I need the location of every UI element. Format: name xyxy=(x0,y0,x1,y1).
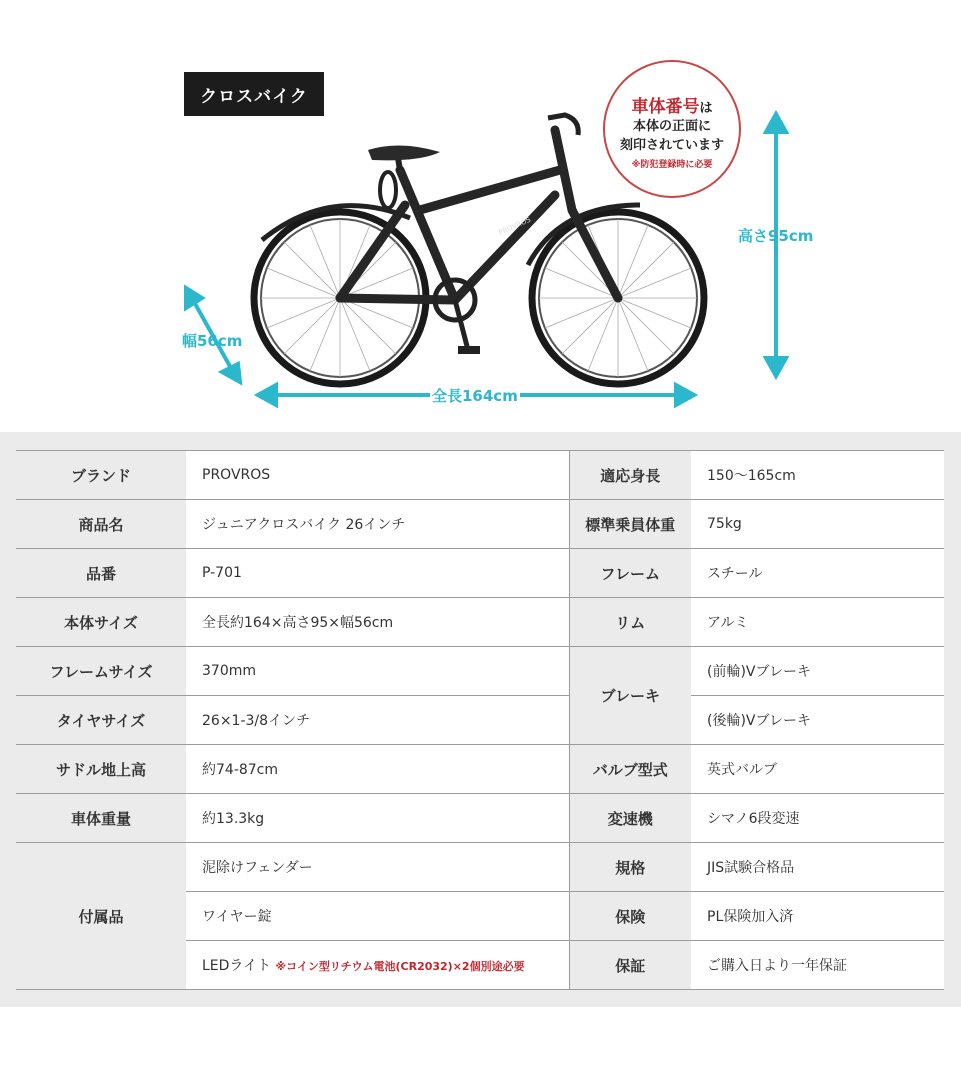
spec-label: 変速機 xyxy=(569,794,691,843)
led-light-label: LEDライト xyxy=(202,958,272,974)
spec-label: 本体サイズ xyxy=(16,598,186,647)
spec-value: (後輪)Vブレーキ xyxy=(691,696,944,745)
spec-label: ブレーキ xyxy=(569,647,691,745)
spec-label: 規格 xyxy=(569,843,691,892)
bicycle-image xyxy=(0,0,961,432)
spec-value: PL保険加入済 xyxy=(691,892,944,941)
spec-label: 標準乗員体重 xyxy=(569,500,691,549)
battery-note: ※コイン型リチウム電池(CR2032)×2個別途必要 xyxy=(275,960,525,973)
spec-label: フレーム xyxy=(569,549,691,598)
spec-label: タイヤサイズ xyxy=(16,696,186,745)
callout-title: 車体番号 xyxy=(631,97,700,117)
height-dimension-label: 高さ95cm xyxy=(738,227,814,245)
spec-label: 車体重量 xyxy=(16,794,186,843)
width-dimension-label: 幅56cm xyxy=(182,332,243,350)
spec-label: 適応身長 xyxy=(569,451,691,500)
spec-value: ワイヤー錠 xyxy=(186,892,569,941)
spec-label: フレームサイズ xyxy=(16,647,186,696)
table-row xyxy=(16,647,944,696)
spec-table xyxy=(16,450,944,990)
spec-value: 約13.3kg xyxy=(186,794,569,843)
spec-value: 75kg xyxy=(691,500,944,549)
spec-value: シマノ6段変速 xyxy=(691,794,944,843)
spec-label: 商品名 xyxy=(16,500,186,549)
callout-line2: 本体の正面に xyxy=(632,119,711,134)
spec-value: 26×1-3/8インチ xyxy=(186,696,569,745)
spec-label: ブランド xyxy=(16,451,186,500)
table-row xyxy=(16,696,944,745)
frame-logo: PROVROS xyxy=(497,215,532,237)
length-dimension-label: 全長164cm xyxy=(432,387,518,405)
bottom-margin xyxy=(0,1007,961,1080)
spec-value: 泥除けフェンダー xyxy=(186,843,569,892)
spec-value: 150〜165cm xyxy=(691,451,944,500)
spec-label: 保険 xyxy=(569,892,691,941)
product-illustration xyxy=(0,0,961,432)
spec-label: 品番 xyxy=(16,549,186,598)
table-row xyxy=(16,794,944,843)
spec-value: 370mm xyxy=(186,647,569,696)
spec-value: スチール xyxy=(691,549,944,598)
table-row xyxy=(16,745,944,794)
spec-value: 英式バルブ xyxy=(691,745,944,794)
spec-value: (前輪)Vブレーキ xyxy=(691,647,944,696)
spec-value-led xyxy=(186,941,569,990)
spec-label: リム xyxy=(569,598,691,647)
callout-title-suffix: は xyxy=(699,101,713,116)
table-row xyxy=(16,451,944,500)
spec-value: 全長約164×高さ95×幅56cm xyxy=(186,598,569,647)
spec-value: アルミ xyxy=(691,598,944,647)
spec-label: 付属品 xyxy=(16,843,186,990)
spec-label: バルブ型式 xyxy=(569,745,691,794)
serial-number-callout xyxy=(603,60,741,198)
spec-label: 保証 xyxy=(569,941,691,990)
callout-note: ※防犯登録時に必要 xyxy=(631,160,713,170)
spec-value: JIS試験合格品 xyxy=(691,843,944,892)
table-row xyxy=(16,500,944,549)
spec-value: PROVROS xyxy=(186,451,569,500)
callout-line3: 刻印されています xyxy=(619,138,724,153)
spec-value: 約74-87cm xyxy=(186,745,569,794)
table-row xyxy=(16,598,944,647)
spec-value: ジュニアクロスバイク 26インチ xyxy=(186,500,569,549)
spec-value: P-701 xyxy=(186,549,569,598)
category-tag: クロスバイク xyxy=(184,72,324,116)
spec-value: ご購入日より一年保証 xyxy=(691,941,944,990)
table-row xyxy=(16,843,944,892)
spec-section xyxy=(0,432,961,1007)
table-row xyxy=(16,549,944,598)
spec-label: サドル地上高 xyxy=(16,745,186,794)
